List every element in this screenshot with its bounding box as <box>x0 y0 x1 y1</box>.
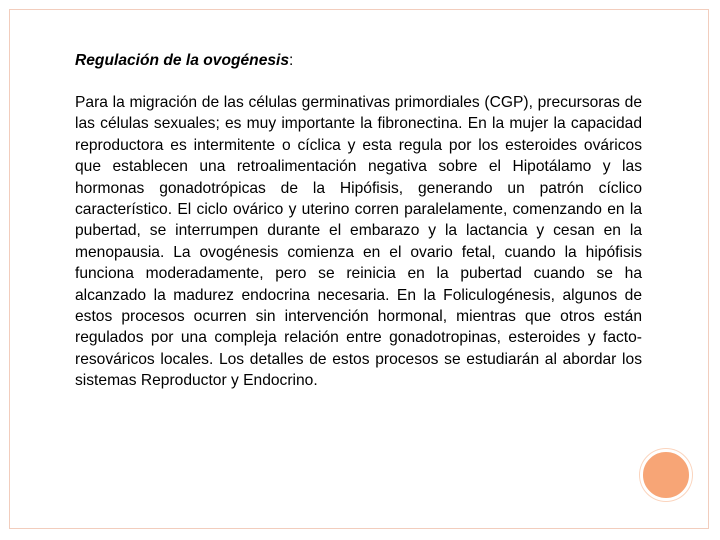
heading-suffix: : <box>289 52 294 69</box>
slide-heading <box>75 50 642 71</box>
body-paragraph: Para la migración de las células germinativas primordiales (CGP), precursoras de las células sexuales; es muy importante la fibronectina. En la mujer la capacidad reproductora es intermitente o cíclica y esta regula por los esteroides ováricos que establecen una retroalimentación negativa sobre el Hipotálamo y las hormonas gonadotrópicas de la Hipófisis, generando un patrón cíclico característico. El ciclo ovárico y uterino corren paralelamente, comenzando en la pubertad, se interrumpen durante el embarazo y la lactancia y cesan en la menopausia. La ovogénesis comienza en el ovario fetal, cuando la hipófisis funciona moderadamente, pero se reinicia en la pubertad cuando se ha alcanzado la madurez endocrina necesaria. En la Foliculogénesis, algunos de estos procesos ocurren sin intervención hormonal, mientras que otros están regulados por una compleja relación entre gonadotropinas, esteroides y facto-resováricos locales. Los detalles de estos procesos se estudiarán al abordar los sistemas Reproductor y Endocrino. <box>75 94 642 390</box>
slide-content <box>75 50 642 392</box>
heading-title: Regulación de la ovogénesis <box>75 52 290 69</box>
decorative-circle <box>640 449 692 501</box>
